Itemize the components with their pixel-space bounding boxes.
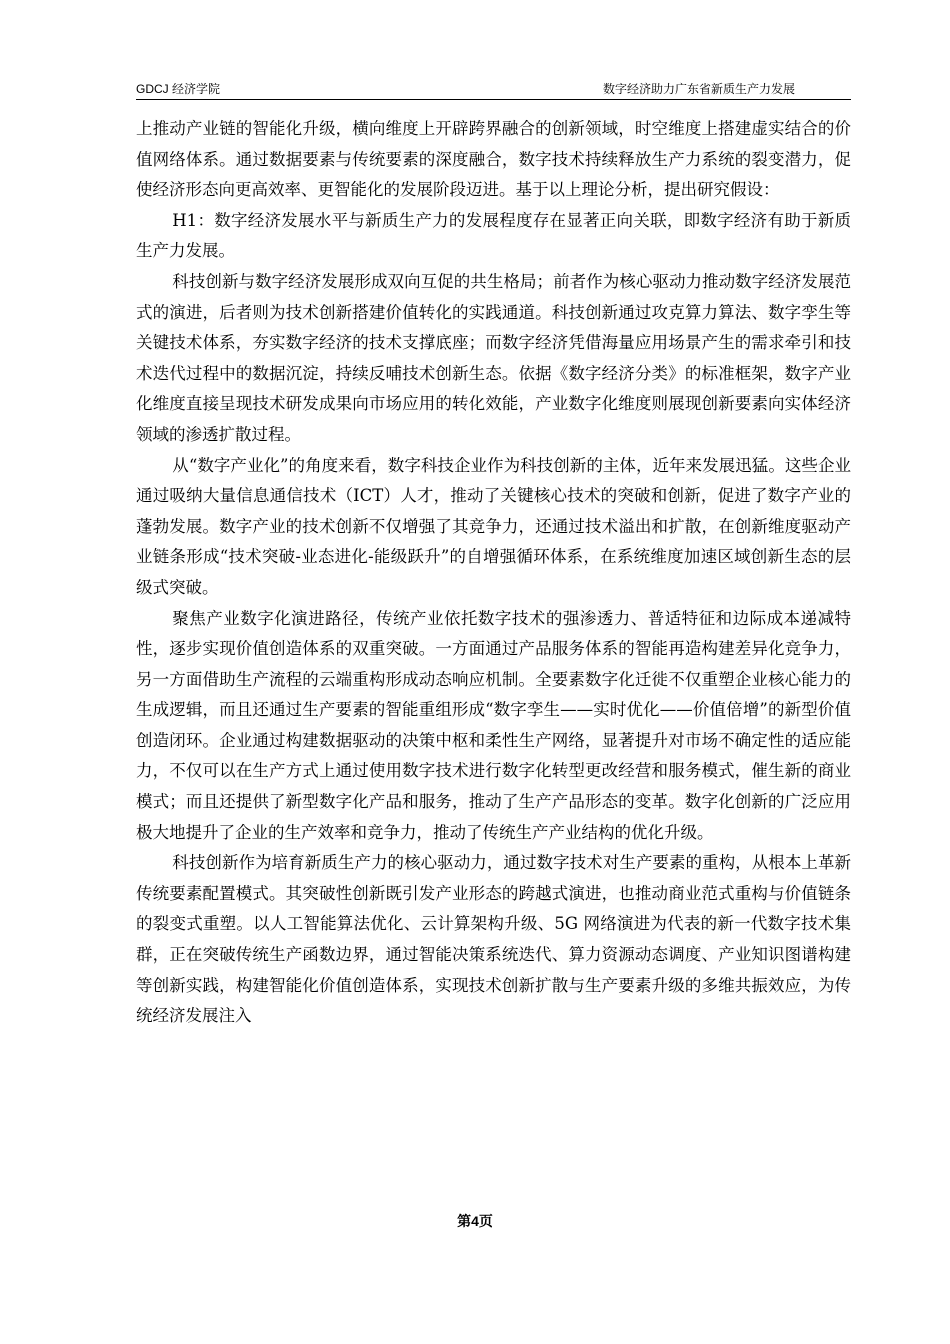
paragraph: 科技创新作为培育新质生产力的核心驱动力，通过数字技术对生产要素的重构，从根本上革新传统要素配置模式。其突破性创新既引发产业形态的跨越式演进，也推动商业范式重构与价值链条的裂变式重塑。以人工智能算法优化、云计算架构升级、5G 网络演进为代表的新一代数字技术集群，正在突破传统生产函数边界，通过智能决策系统迭代、算力资源动态调度、产业知识图谱构建等创新实践，构建智能化价值创造体系，实现技术创新扩散与生产要素升级的多维共振效应，为传统经济发展注入 xyxy=(136,853,851,1026)
page-header xyxy=(136,79,851,100)
paragraph: 聚焦产业数字化演进路径，传统产业依托数字技术的强渗透力、普适特征和边际成本递减特性，逐步实现价值创造体系的双重突破。一方面通过产品服务体系的智能再造构建差异化竞争力，另一方面借助生产流程的云端重构形成动态响应机制。全要素数字化迁徙不仅重塑企业核心能力的生成逻辑，而且还通过生产要素的智能重组形成“数字孪生——实时优化——价值倍增”的新型价值创造闭环。企业通过构建数据驱动的决策中枢和柔性生产网络，显著提升对市场不确定性的适应能力，不仅可以在生产方式上通过使用数字技术进行数字化转型更改经营和服务模式，催生新的商业模式；而且还提供了新型数字化产品和服务，推动了生产产品形态的变革。数字化创新的广泛应用极大地提升了企业的生产效率和竞争力，推动了传统生产产业结构的优化升级。 xyxy=(136,608,851,842)
page-number: 第4页 xyxy=(457,1213,493,1229)
header-title: 数字经济助力广东省新质生产力发展 xyxy=(602,82,795,96)
header-institution: GDCJ 经济学院 xyxy=(136,82,221,96)
paragraph-hypothesis: H1：数字经济发展水平与新质生产力的发展程度存在显著正向关联，即数字经济有助于新质生产力发展。 xyxy=(136,210,851,261)
body-text xyxy=(136,114,851,1032)
paragraph: 科技创新与数字经济发展形成双向互促的共生格局；前者作为核心驱动力推动数字经济发展范式的演进，后者则为技术创新搭建价值转化的实践通道。科技创新通过攻克算力算法、数字孪生等关键技术体系，夯实数字经济的技术支撑底座；而数字经济凭借海量应用场景产生的需求牵引和技术迭代过程中的数据沉淀，持续反哺技术创新生态。依据《数字经济分类》的标准框架，数字产业化维度直接呈现技术研发成果向市场应用的转化效能，产业数字化维度则展现创新要素向实体经济领域的渗透扩散过程。 xyxy=(136,271,851,444)
paragraph: 上推动产业链的智能化升级，横向维度上开辟跨界融合的创新领域，时空维度上搭建虚实结合的价值网络体系。通过数据要素与传统要素的深度融合，数字技术持续释放生产力系统的裂变潜力，促使经济形态向更高效率、更智能化的发展阶段迈进。基于以上理论分析，提出研究假设： xyxy=(136,119,851,200)
paragraph: 从“数字产业化”的角度来看，数字科技企业作为科技创新的主体，近年来发展迅猛。这些企业通过吸纳大量信息通信技术（ICT）人才，推动了关键核心技术的突破和创新，促进了数字产业的蓬勃发展。数字产业的技术创新不仅增强了其竞争力，还通过技术溢出和扩散，在创新维度驱动产业链条形成“技术突破-业态进化-能级跃升”的自增强循环体系，在系统维度加速区域创新生态的层级式突破。 xyxy=(136,455,851,597)
